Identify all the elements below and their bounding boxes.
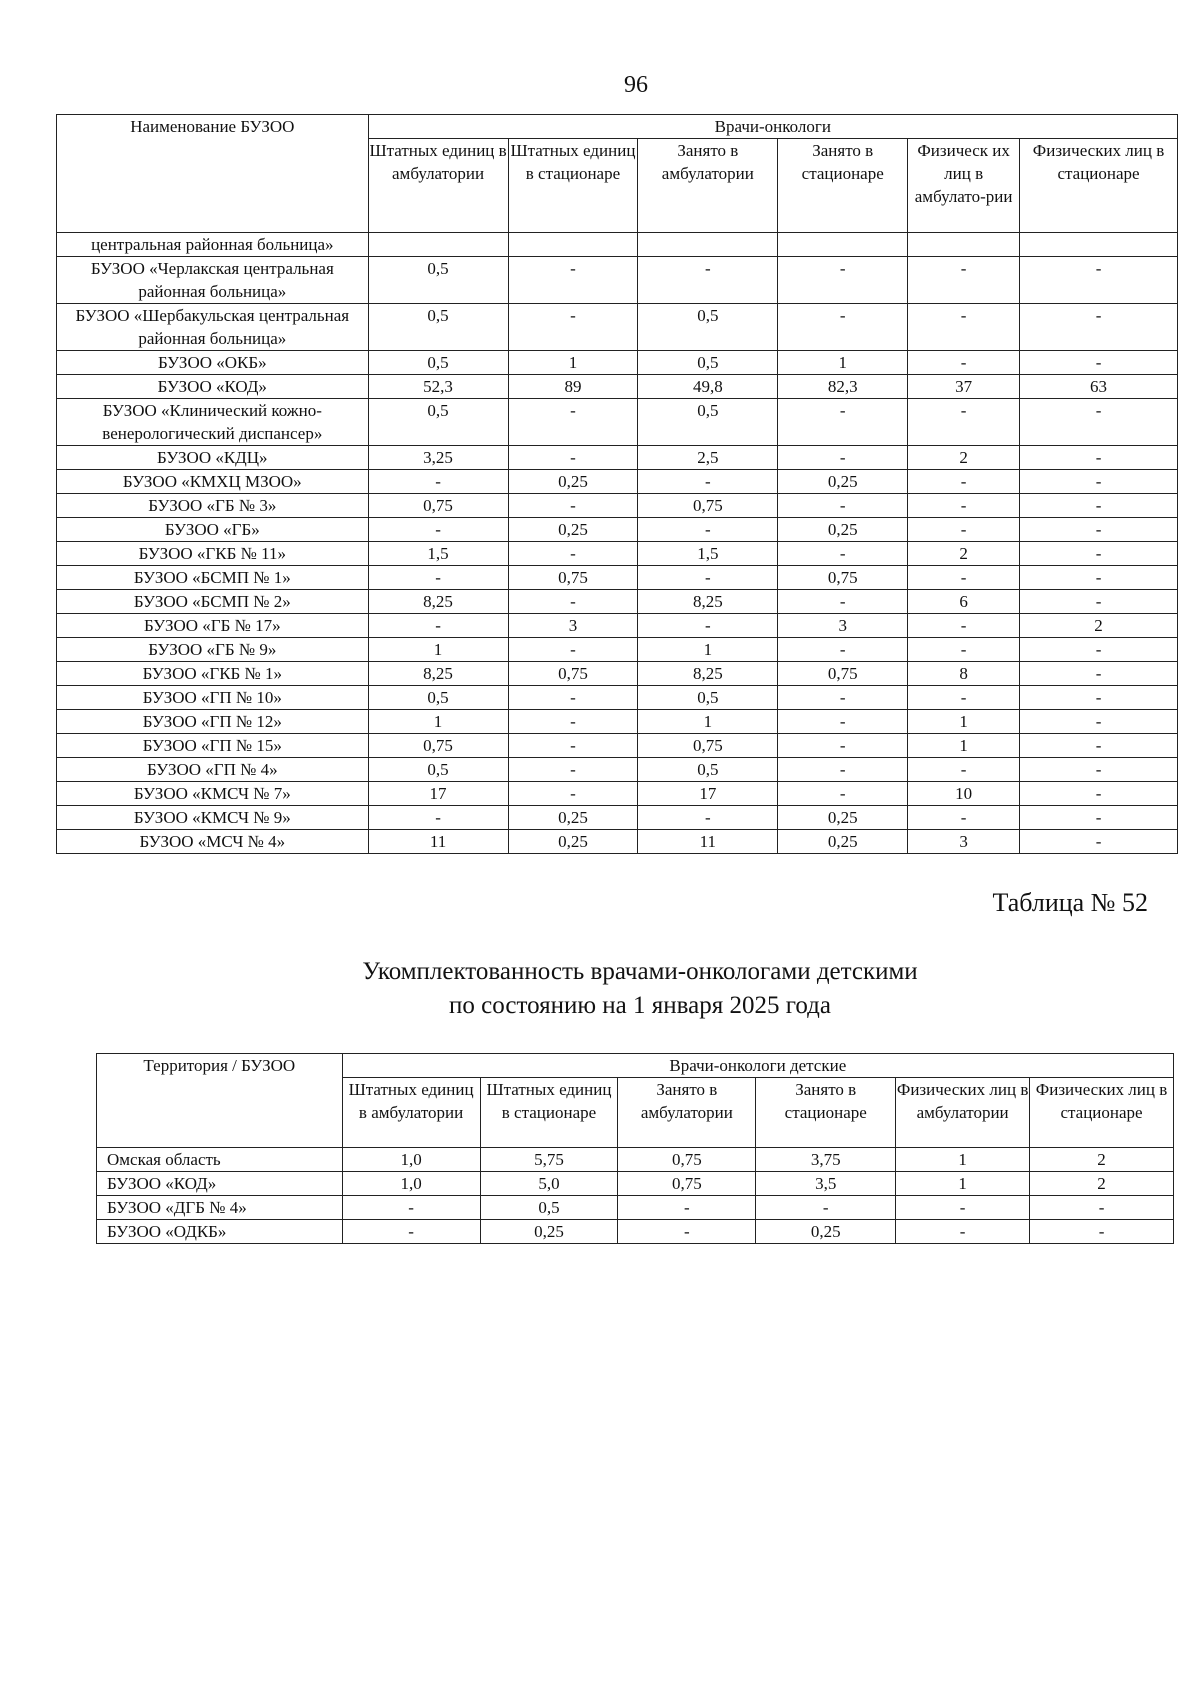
row-name-cell: БУЗОО «ОДКБ» — [97, 1220, 343, 1244]
table-row — [57, 470, 1178, 494]
row-name-cell: БУЗОО «ГКБ № 1» — [57, 662, 369, 686]
value-cell: 0,5 — [480, 1196, 618, 1220]
value-cell: 8,25 — [368, 662, 508, 686]
value-cell: - — [1020, 758, 1178, 782]
table-row — [57, 399, 1178, 446]
value-cell: 1 — [638, 638, 778, 662]
value-cell: 1 — [638, 710, 778, 734]
value-cell: 3,25 — [368, 446, 508, 470]
value-cell: 0,5 — [638, 399, 778, 446]
value-cell: 0,5 — [368, 686, 508, 710]
value-cell: 0,75 — [368, 734, 508, 758]
column-header: Штатных единиц в стационаре — [480, 1078, 618, 1148]
value-cell: 0,5 — [638, 686, 778, 710]
value-cell: - — [778, 446, 908, 470]
value-cell: 1 — [368, 710, 508, 734]
value-cell: - — [908, 304, 1020, 351]
row-name-cell: БУЗОО «ГП № 4» — [57, 758, 369, 782]
value-cell: 0,5 — [368, 257, 508, 304]
page-number: 96 — [624, 72, 648, 98]
value-cell: 0,25 — [778, 806, 908, 830]
value-cell: - — [508, 686, 638, 710]
value-cell: 0,25 — [508, 518, 638, 542]
value-cell: - — [778, 257, 908, 304]
row-name-cell: БУЗОО «КМХЦ МЗОО» — [57, 470, 369, 494]
table-row — [97, 1220, 1174, 1244]
value-cell: - — [1020, 686, 1178, 710]
value-cell: - — [778, 304, 908, 351]
value-cell: - — [508, 710, 638, 734]
row-name-cell: БУЗОО «БСМП № 2» — [57, 590, 369, 614]
value-cell: - — [908, 638, 1020, 662]
value-cell: - — [778, 399, 908, 446]
row-name-cell: БУЗОО «Шербакульская центральная районная больница» — [57, 304, 369, 351]
value-cell: 52,3 — [368, 375, 508, 399]
value-cell: - — [368, 566, 508, 590]
table-row — [57, 233, 1178, 257]
row-name-cell: БУЗОО «ГБ № 3» — [57, 494, 369, 518]
table-row — [97, 1172, 1174, 1196]
value-cell: - — [908, 758, 1020, 782]
row-name-cell: БУЗОО «ОКБ» — [57, 351, 369, 375]
column-header: Физических лиц в стационаре — [1020, 139, 1178, 233]
value-cell: - — [778, 590, 908, 614]
value-cell: 1 — [908, 710, 1020, 734]
value-cell: - — [1020, 542, 1178, 566]
value-cell: - — [638, 566, 778, 590]
value-cell: 0,5 — [638, 351, 778, 375]
value-cell: 8,25 — [638, 590, 778, 614]
value-cell: 0,5 — [368, 351, 508, 375]
table-row — [57, 662, 1178, 686]
value-cell: - — [508, 542, 638, 566]
table-row — [57, 566, 1178, 590]
row-name-cell: Омская область — [97, 1148, 343, 1172]
value-cell: - — [908, 399, 1020, 446]
group-header: Врачи-онкологи детские — [342, 1054, 1173, 1078]
value-cell: 0,25 — [778, 470, 908, 494]
value-cell: - — [1020, 806, 1178, 830]
value-cell: 0,25 — [756, 1220, 896, 1244]
table-row — [57, 758, 1178, 782]
row-name-cell: БУЗОО «КОД» — [97, 1172, 343, 1196]
value-cell: - — [638, 806, 778, 830]
value-cell: 17 — [368, 782, 508, 806]
value-cell: - — [908, 470, 1020, 494]
pediatric-oncologists-table — [96, 1053, 1174, 1244]
value-cell: 1,0 — [342, 1172, 480, 1196]
table-row — [57, 830, 1178, 854]
value-cell: 1,5 — [368, 542, 508, 566]
table-row — [57, 638, 1178, 662]
value-cell: - — [1020, 830, 1178, 854]
value-cell: 82,3 — [778, 375, 908, 399]
value-cell: 5,75 — [480, 1148, 618, 1172]
value-cell: 3,75 — [756, 1148, 896, 1172]
value-cell: 0,75 — [638, 734, 778, 758]
value-cell: 37 — [908, 375, 1020, 399]
value-cell: 1 — [508, 351, 638, 375]
value-cell: - — [908, 686, 1020, 710]
value-cell: 6 — [908, 590, 1020, 614]
value-cell: 2,5 — [638, 446, 778, 470]
table-row — [57, 686, 1178, 710]
value-cell: 3 — [908, 830, 1020, 854]
value-cell: - — [908, 614, 1020, 638]
value-cell: - — [896, 1220, 1030, 1244]
table-row — [57, 710, 1178, 734]
row-name-cell: БУЗОО «ГКБ № 11» — [57, 542, 369, 566]
value-cell: 17 — [638, 782, 778, 806]
value-cell: 10 — [908, 782, 1020, 806]
value-cell: - — [1020, 518, 1178, 542]
column-header: Штатных единиц в стационаре — [508, 139, 638, 233]
value-cell: - — [908, 494, 1020, 518]
table-row — [57, 446, 1178, 470]
value-cell: - — [1020, 257, 1178, 304]
value-cell: - — [908, 518, 1020, 542]
column-header: Занято в амбулатории — [618, 1078, 756, 1148]
table-row — [57, 590, 1178, 614]
value-cell: - — [342, 1196, 480, 1220]
table-row — [57, 494, 1178, 518]
table-title — [320, 955, 960, 1023]
table-row — [97, 1196, 1174, 1220]
value-cell: - — [638, 614, 778, 638]
row-name-cell: БУЗОО «Черлакская центральная районная больница» — [57, 257, 369, 304]
value-cell: 49,8 — [638, 375, 778, 399]
row-name-cell: БУЗОО «ГБ № 17» — [57, 614, 369, 638]
value-cell: - — [508, 399, 638, 446]
value-cell: 5,0 — [480, 1172, 618, 1196]
table-row — [57, 518, 1178, 542]
value-cell: - — [1030, 1196, 1174, 1220]
value-cell: - — [778, 542, 908, 566]
table-row — [57, 375, 1178, 399]
row-name-cell: БУЗОО «КМСЧ № 9» — [57, 806, 369, 830]
value-cell — [368, 233, 508, 257]
value-cell: 1 — [778, 351, 908, 375]
value-cell: 0,25 — [480, 1220, 618, 1244]
oncologists-table — [56, 114, 1178, 854]
value-cell: 1 — [908, 734, 1020, 758]
value-cell: - — [368, 518, 508, 542]
value-cell: 2 — [908, 542, 1020, 566]
value-cell: - — [368, 806, 508, 830]
value-cell: 8,25 — [638, 662, 778, 686]
row-name-cell: БУЗОО «Клинический кожно-венерологический диспансер» — [57, 399, 369, 446]
value-cell: - — [1030, 1220, 1174, 1244]
value-cell: - — [368, 470, 508, 494]
value-cell: 0,5 — [638, 758, 778, 782]
value-cell: 1,0 — [342, 1148, 480, 1172]
column-header: Физических лиц в амбулатории — [896, 1078, 1030, 1148]
value-cell: 8,25 — [368, 590, 508, 614]
value-cell: - — [368, 614, 508, 638]
group-header: Врачи-онкологи — [368, 115, 1177, 139]
row-name-cell: БУЗОО «ГП № 10» — [57, 686, 369, 710]
value-cell — [638, 233, 778, 257]
column-header: Занято в стационаре — [756, 1078, 896, 1148]
value-cell: - — [756, 1196, 896, 1220]
table-caption: Таблица № 52 — [992, 888, 1148, 917]
value-cell: 1 — [896, 1172, 1030, 1196]
value-cell: - — [1020, 710, 1178, 734]
table-row — [97, 1148, 1174, 1172]
value-cell: 0,5 — [638, 304, 778, 351]
value-cell: - — [896, 1196, 1030, 1220]
value-cell — [778, 233, 908, 257]
row-name-cell: БУЗОО «КМСЧ № 7» — [57, 782, 369, 806]
column-header: Штатных единиц в амбулатории — [368, 139, 508, 233]
table-row — [57, 782, 1178, 806]
value-cell: 0,25 — [508, 470, 638, 494]
column-header: Штатных единиц в амбулатории — [342, 1078, 480, 1148]
value-cell: 0,5 — [368, 758, 508, 782]
value-cell: 0,75 — [778, 662, 908, 686]
value-cell: 2 — [1020, 614, 1178, 638]
value-cell: - — [778, 782, 908, 806]
value-cell: - — [618, 1196, 756, 1220]
value-cell: - — [1020, 399, 1178, 446]
value-cell: - — [1020, 566, 1178, 590]
value-cell: - — [508, 304, 638, 351]
row-name-cell: БУЗОО «ГП № 12» — [57, 710, 369, 734]
value-cell: 0,5 — [368, 304, 508, 351]
value-cell: 1 — [368, 638, 508, 662]
column-header: Физическ их лиц в амбулато-рии — [908, 139, 1020, 233]
value-cell: - — [908, 566, 1020, 590]
value-cell: 3 — [778, 614, 908, 638]
name-column-header: Наименование БУЗОО — [57, 115, 369, 233]
value-cell — [908, 233, 1020, 257]
value-cell: 11 — [368, 830, 508, 854]
value-cell: - — [1020, 351, 1178, 375]
value-cell: 0,75 — [508, 662, 638, 686]
value-cell: - — [508, 590, 638, 614]
value-cell: - — [1020, 782, 1178, 806]
value-cell: - — [908, 351, 1020, 375]
value-cell: 2 — [1030, 1148, 1174, 1172]
value-cell: 1,5 — [638, 542, 778, 566]
value-cell: 0,75 — [618, 1148, 756, 1172]
row-name-cell: БУЗОО «ГБ № 9» — [57, 638, 369, 662]
value-cell: - — [508, 638, 638, 662]
value-cell: 8 — [908, 662, 1020, 686]
column-header: Занято в амбулатории — [638, 139, 778, 233]
value-cell: - — [778, 734, 908, 758]
value-cell: - — [1020, 494, 1178, 518]
value-cell: - — [508, 734, 638, 758]
value-cell: - — [638, 257, 778, 304]
value-cell: 2 — [908, 446, 1020, 470]
value-cell: 0,5 — [368, 399, 508, 446]
table-row — [57, 351, 1178, 375]
row-name-cell: БУЗОО «КДЦ» — [57, 446, 369, 470]
value-cell: 63 — [1020, 375, 1178, 399]
value-cell: - — [508, 782, 638, 806]
table-row — [57, 542, 1178, 566]
value-cell: 2 — [1030, 1172, 1174, 1196]
value-cell: - — [508, 494, 638, 518]
row-name-cell: БУЗОО «КОД» — [57, 375, 369, 399]
value-cell: 0,75 — [778, 566, 908, 590]
value-cell: - — [342, 1220, 480, 1244]
value-cell: - — [908, 806, 1020, 830]
title-line: Укомплектованность врачами-онкологами детскими — [362, 958, 918, 985]
table-row — [57, 257, 1178, 304]
value-cell: - — [1020, 662, 1178, 686]
value-cell: - — [638, 518, 778, 542]
value-cell: 0,25 — [778, 830, 908, 854]
value-cell: 0,75 — [638, 494, 778, 518]
value-cell: - — [778, 638, 908, 662]
row-name-cell: центральная районная больница» — [57, 233, 369, 257]
value-cell: 0,75 — [368, 494, 508, 518]
value-cell: - — [778, 686, 908, 710]
value-cell: 0,25 — [508, 830, 638, 854]
value-cell: - — [638, 470, 778, 494]
value-cell: - — [1020, 304, 1178, 351]
value-cell: 0,75 — [618, 1172, 756, 1196]
column-header: Физических лиц в стационаре — [1030, 1078, 1174, 1148]
value-cell: 3,5 — [756, 1172, 896, 1196]
value-cell — [1020, 233, 1178, 257]
value-cell: 1 — [896, 1148, 1030, 1172]
value-cell: - — [908, 257, 1020, 304]
table-row — [57, 806, 1178, 830]
value-cell: 89 — [508, 375, 638, 399]
title-line: по состоянию на 1 января 2025 года — [449, 992, 831, 1019]
name-column-header: Территория / БУЗОО — [97, 1054, 343, 1148]
value-cell: 0,25 — [508, 806, 638, 830]
value-cell: 0,25 — [778, 518, 908, 542]
value-cell: 11 — [638, 830, 778, 854]
column-header: Занято в стационаре — [778, 139, 908, 233]
value-cell: - — [778, 494, 908, 518]
value-cell: 0,75 — [508, 566, 638, 590]
row-name-cell: БУЗОО «ДГБ № 4» — [97, 1196, 343, 1220]
value-cell: 3 — [508, 614, 638, 638]
value-cell: - — [1020, 470, 1178, 494]
value-cell: - — [1020, 446, 1178, 470]
table-row — [57, 734, 1178, 758]
value-cell: - — [508, 446, 638, 470]
table-row — [57, 614, 1178, 638]
value-cell: - — [1020, 590, 1178, 614]
value-cell: - — [1020, 734, 1178, 758]
row-name-cell: БУЗОО «ГП № 15» — [57, 734, 369, 758]
value-cell: - — [778, 758, 908, 782]
table-row — [57, 304, 1178, 351]
value-cell — [508, 233, 638, 257]
value-cell: - — [1020, 638, 1178, 662]
row-name-cell: БУЗОО «ГБ» — [57, 518, 369, 542]
value-cell: - — [508, 257, 638, 304]
row-name-cell: БУЗОО «БСМП № 1» — [57, 566, 369, 590]
value-cell: - — [778, 710, 908, 734]
row-name-cell: БУЗОО «МСЧ № 4» — [57, 830, 369, 854]
value-cell: - — [618, 1220, 756, 1244]
value-cell: - — [508, 758, 638, 782]
